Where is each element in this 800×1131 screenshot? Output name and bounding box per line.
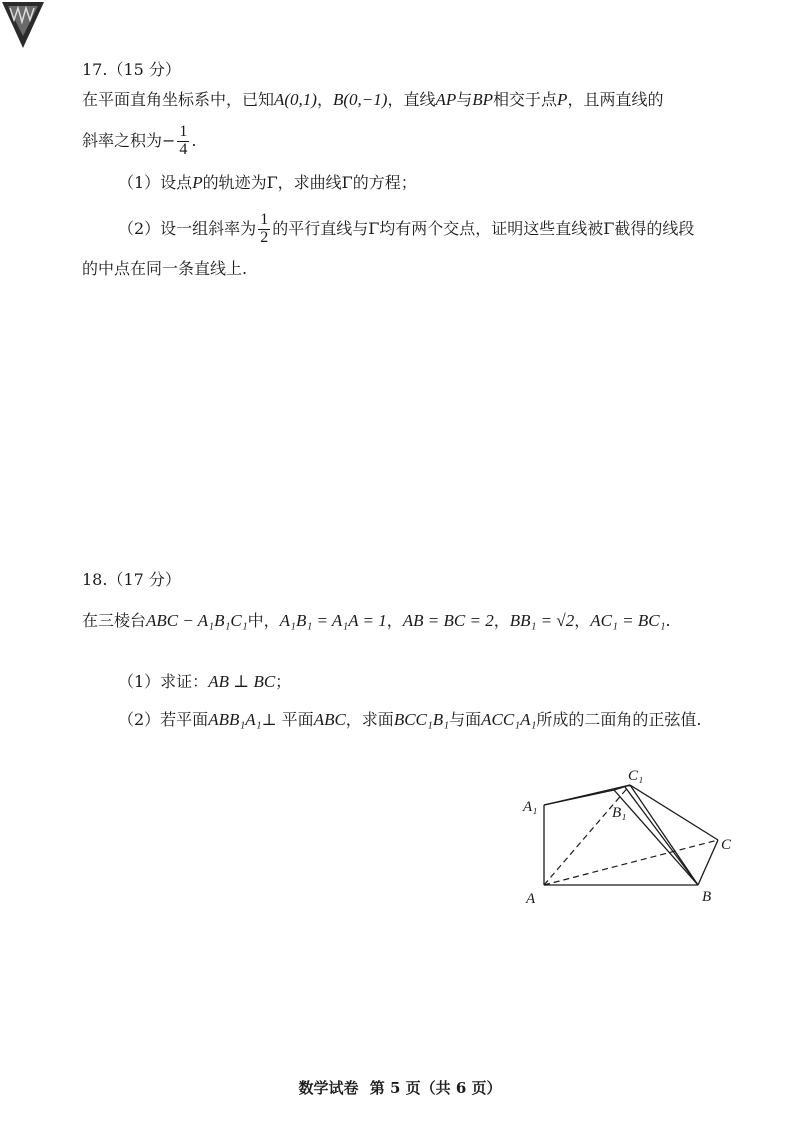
half-fraction: $\frac{1}{2}$ xyxy=(260,211,269,246)
condition-3: BB₁ = √2 xyxy=(509,611,575,630)
label-c1: C₁ xyxy=(628,768,644,784)
edge-c1-b xyxy=(630,785,698,885)
q18-header: 18.（17 分） xyxy=(82,570,181,589)
line-ap: AP xyxy=(435,90,457,109)
label-a: A xyxy=(526,891,536,907)
edge-c1-b-inner xyxy=(625,787,698,885)
q17-header: 17.（15 分） xyxy=(82,60,181,79)
q17-part2: （2）设一组斜率为 $\frac{1}{2}$ 的平行直线与Γ均有两个交点，证明这些直线被Γ截得的线段 xyxy=(118,211,695,246)
q18-part1: （1）求证：AB ⊥ BC； xyxy=(118,672,292,691)
point-p: P xyxy=(557,90,568,109)
q17-part1: （1）设点P的轨迹为Γ，求曲线Γ的方程； xyxy=(118,173,417,192)
footer-page: 第 5 页（共 6 页） xyxy=(369,1079,502,1097)
point-b: B(0,−1) xyxy=(333,90,388,109)
q17-part2-cont: 的中点在同一条直线上. xyxy=(82,259,248,278)
point-a: A(0,1) xyxy=(274,90,317,109)
frustum-name: ABC − A₁B₁C₁ xyxy=(146,611,248,630)
q17-stem-line1: 在平面直角坐标系中，已知A(0,1)，B(0,−1)，直线AP与BP相交于点P，且两直线的 xyxy=(82,90,664,109)
q18-part2: （2）若平面ABB₁A₁⊥ 平面ABC，求面BCC₁B₁与面ACC₁A₁所成的二面角的正弦值. xyxy=(118,710,702,729)
condition-4: AC₁ = BC₁ xyxy=(590,611,666,630)
frustum-figure xyxy=(520,765,740,915)
footer-subject: 数学试卷 xyxy=(298,1079,359,1097)
q18-stem: 在三棱台ABC − A₁B₁C₁中，A₁B₁ = A₁A = 1，AB = BC = 2，BB₁ = √2，AC₁ = BC₁. xyxy=(82,611,671,630)
label-b1: B₁ xyxy=(612,805,627,821)
edge-b1-b xyxy=(614,790,698,885)
condition-2: AB = BC = 2 xyxy=(402,611,494,630)
page-footer xyxy=(0,1077,800,1098)
slope-fraction: $\frac{1}{4}$ xyxy=(179,123,188,158)
label-a1: A₁ xyxy=(523,799,538,815)
q17-stem-line2: 斜率之积为− $\frac{1}{4}$ . xyxy=(82,123,197,158)
label-c: C xyxy=(721,837,732,853)
line-bp: BP xyxy=(472,90,494,109)
label-b: B xyxy=(702,889,712,905)
edge-b-c xyxy=(698,840,718,885)
edge-a1-c1 xyxy=(544,785,630,805)
corner-logo-icon xyxy=(0,0,46,52)
edge-a-c1-hidden xyxy=(544,785,630,885)
condition-1: A₁B₁ = A₁A = 1 xyxy=(279,611,387,630)
